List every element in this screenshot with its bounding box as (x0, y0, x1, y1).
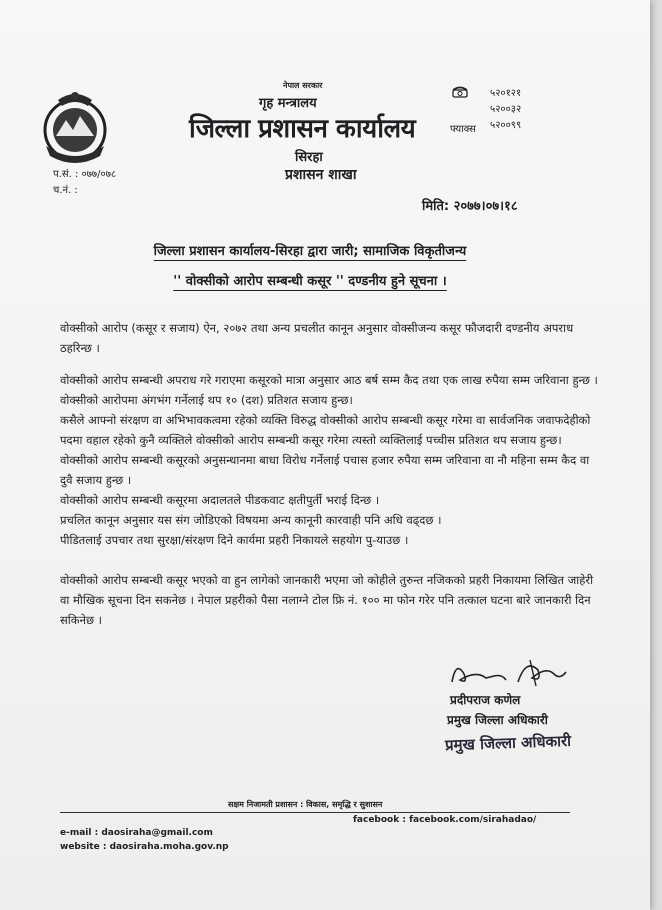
letter-date: मिति: २०७७।०७।१८ (422, 199, 518, 214)
letter-reference-number: प.सं. : ०७७/०७८ (53, 169, 117, 180)
body-paragraph: वोक्सीको आरोप (कसूर र सजाय) ऐन, २०७२ तथा अन्य प्रचलीत कानून अनुसार वोक्सीजन्य कसूर फौजदारी दण्डनीय अपराध ठहरिन्छ । (60, 321, 574, 355)
phone-number: ५२०१२१ (490, 88, 522, 99)
ministry-name: गृह मन्त्रालय (259, 96, 317, 111)
notice-body (60, 318, 600, 630)
email-address: e-mail : daosiraha@gmail.com (60, 828, 213, 838)
dispatch-number: च.नं. : (53, 185, 78, 196)
reference-block (53, 167, 116, 199)
office-name: जिल्ला प्रशासन कार्यालय (189, 114, 416, 144)
phone-numbers (490, 86, 521, 134)
website-address: website : daosiraha.moha.gov.np (60, 842, 229, 852)
phone-number: ५२००३२ (490, 104, 522, 115)
handwritten-signature-icon (446, 652, 576, 692)
body-paragraph: कसैले आफ्नो संरक्षण वा अभिभावकत्वमा रहेको व्यक्ति विरुद्ध वोक्सीको आरोप सम्बन्धी कसूर गरेमा वा सार्वजनिक जवाफदेहीको पदमा वहाल रहेको कुनै व्यक्तिले वोक्सीको आरोप सम्बन्धी कसूर गरेमा त्यस्तो व्यक्तिलाई पच्चीस प्रतिशत थप सजाय हुन्छ। (60, 413, 591, 447)
notice-title-line: '' वोक्सीको आरोप सम्बन्धी कसूर '' दण्डनीय हुने सूचना । (173, 274, 447, 289)
notice-title-line: जिल्ला प्रशासन कार्यालय-सिरहा द्वारा जारी; सामाजिक विकृतीजन्य (153, 244, 467, 259)
branch-name: प्रशासन शाखा (285, 167, 357, 183)
body-paragraph: पीडितलाई उपचार तथा सुरक्षा/संरक्षण दिने कार्यमा प्रहरी निकायले सहयोग पु-याउछ । (60, 533, 409, 547)
notice-title (60, 237, 560, 297)
fax-number: ५२००९९ (490, 120, 522, 131)
official-stamp: प्रमुख जिल्ला अधिकारी (444, 731, 572, 755)
body-paragraph: प्रचलित कानून अनुसार यस संग जोडिएको विषयमा अन्य कानूनी कारवाही पनि अधि वढ्दछ । (60, 513, 442, 527)
footer-divider (60, 812, 570, 813)
body-paragraph: वोक्सीको आरोप सम्बन्धी कसूर भएको वा हुन लागेको जानकारी भएमा जो कोहीले तुरुन्त नजिकको प्रहरी निकायमा लिखित जाहेरी वा मौखिक सूचना दिन सकनेछ । नेपाल प्रहरीको पैसा नलाग्ने टोल फ्रि नं. १०० मा फोन गरेर पनि तत्काल घटना बारे जानकारी दिन सकिनेछ । (60, 573, 594, 627)
telephone-icon (452, 86, 468, 98)
footer-slogan: सक्षम निजामती प्रशासन : विकास, समृद्धि र सुशासन (228, 800, 383, 809)
body-paragraph: वोक्सीको आरोप सम्बन्धी अपराध गरे गराएमा कसूरको मात्रा अनुसार आठ बर्ष सम्म कैद तथा एक लाख रुपैया सम्म जरिवाना हुन्छ । (60, 373, 598, 387)
government-label: नेपाल सरकार (283, 81, 323, 90)
contact-footer (60, 826, 229, 854)
facebook-link: facebook : facebook.com/sirahadao/ (353, 815, 537, 825)
body-paragraph: वोक्सीको आरोपमा अंगभंग गर्नेलाई थप १० (दश) प्रतिशत सजाय हुन्छ। (60, 393, 353, 407)
fax-label: फ्याक्स (450, 124, 476, 135)
nepal-government-emblem-icon (38, 86, 112, 166)
district-name: सिरहा (295, 150, 323, 165)
body-paragraph: वोक्सीको आरोप सम्बन्धी कसूरको अनुसन्धानमा बाधा विरोध गर्नेलाई पचास हजार रुपैया सम्म जरिवाना वा नौ महिना सम्म कैद वा दुवै सजाय हुन्छ । (60, 453, 590, 487)
body-paragraph: वोक्सीको आरोप सम्बन्धी कसूरमा अदालतले पीडकवाट क्षतीपुर्ती भराई दिन्छ । (60, 493, 380, 507)
signatory-name: प्रदीपराज कणेल (450, 693, 521, 707)
signatory-title: प्रमुख जिल्ला अधिकारी (447, 713, 548, 727)
